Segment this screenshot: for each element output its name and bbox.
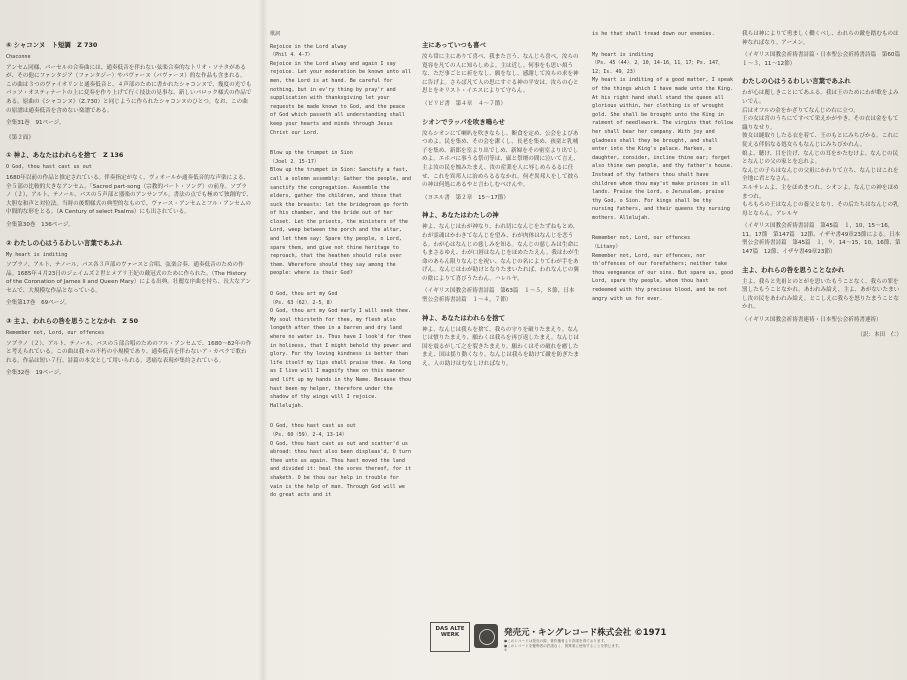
section-body: ソプラノ、アルト、テノール、バス各３声部のヴァースと合唱、弦楽合奏、通奏低音のための作品。1685年４月23日のジェイムズ２世とメアリ王妃の戴冠式のために作られた。（The History of the Coronation of James II and Queen Mary）による出典。壮麗な序曲を持ち、長大なアンセムで、大規模な作品となっている。 — [6, 262, 251, 294]
translation-source: （イギリス国教会祈祷書詩篇 第63篇 １〜５，８節、日本聖公会祈祷書詩篇 １〜４，７節） — [422, 288, 575, 304]
lyric-source: （Joel 2．15-17） — [270, 158, 320, 165]
lyric-title: My heart is inditing — [592, 51, 654, 58]
section-title: ② わたしの心はうるわしい言葉であふれ — [6, 238, 123, 247]
das-alte-werk-logo: DAS ALTE WERK — [430, 622, 470, 652]
section-reference: 全集32巻 19ページ。 — [6, 370, 65, 377]
translation-text: 神よ、なんじは我らを捨て、我らの守りを破りたまえり。なんじは憤りたまえり、願わくは我らを再び返したまえ。なんじは国を震るがして之を裂きたまえり。願わくはその破れを癒したまえ、国は揺り動くなり。なんじは我らを助けて敵を防ぎたまえ。人の助けはむなしければなり。 — [422, 326, 579, 368]
translation-source: （ピリピ書 第４章 ４〜７節） — [422, 100, 506, 107]
japanese-translation-column-2 — [742, 30, 906, 650]
japanese-translation-column — [422, 30, 580, 630]
section-reference: 全集31巻 91ページ。 — [6, 120, 65, 127]
lyric-text: is he that shall tread down our enemies. — [592, 31, 715, 37]
lyric-source: （Ps. 60（59）．2-4，13-14） — [270, 431, 348, 438]
lyric-source: （Phil 4．4-7） — [270, 52, 313, 59]
section-title: ① 神よ、あなたはわれらを捨て Z 136 — [6, 151, 124, 160]
english-lyrics-column — [270, 30, 412, 630]
section-subtitle: Remember not, Lord, our offences — [6, 330, 105, 337]
translation-source: （イギリス国教会祈祷書連祷・日本聖公会祈祷書連祷） — [742, 317, 882, 324]
lyric-text: Rejoice in the Lord alway and again I say rejoice. Let your moderation be known unto all men, the Lord is at hand. Be careful for nothing, but in ev'ry thing by pray'r and supplication with thanksgiving let your requests be made known to God, and the peace of God which passeth all understanding shall keep your hearts and minds through Jesus Christ our Lord. — [270, 60, 412, 136]
translation-source: （イギリス国教会祈祷書詩篇 第45篇 １，10，15〜16，11，17節 第147篇 12節、イザヤ書49章23節による。日本聖公会祈祷書詩篇 第45篇 １，９，14〜15，10，16節、第147篇 12節、イザヤ書49章23節） — [742, 223, 901, 256]
translation-title: 神よ、あなたはわたしの神 — [422, 211, 499, 220]
lyric-text: O God, thou hast cast us out and scatter'd us abroad: thou hast also been displeas'd, O turn thee unto us again. Thou hast moved the land and divided it: heal the sores thereof, for it shaketh. O be thou our help in trouble for vain is the help of man. Through God will we do great acts and it — [270, 440, 412, 499]
page-number: ① — [504, 648, 508, 653]
copyright-note: ●このレコードは発売の際、著作権者より許諾を得ております。 — [504, 639, 608, 643]
translation-text: 我らは神によりて勇ましく働くべし、われらの敵を踏むものは神なればなり。アーメン。 — [742, 31, 899, 46]
page-fold — [258, 0, 268, 680]
section-reference: 全集第30巻 136ページ。 — [6, 221, 74, 228]
side-label: 《第２面》 — [6, 134, 34, 141]
translation-title: 主にあっていつも喜べ — [422, 41, 486, 49]
emblem-icon — [474, 624, 498, 648]
section-reference: 全集第17巻 69ページ。 — [6, 300, 71, 307]
lyric-source: （Ps. 45（44）．2，10，14-16，11，17；Ps. 147，12；Is. 49，23） — [592, 60, 724, 75]
lyric-title: Blow up the trumpet in Sion — [270, 150, 353, 157]
lyric-title: O God, thou art my God — [270, 291, 338, 298]
lyric-text: Remember not, Lord, our offences, nor th'offences of our forefathers; neither take thou vengeance of our sins. But spare us, good Lord, spare thy people, whom thou hast redeemed with thy precious blood, and be not angry with us for ever. — [592, 252, 734, 302]
section-title: ④ シャコンヌ ト短調 Z 730 — [6, 41, 98, 49]
lyric-text: O God, thou art my God early I will seek thee. My soul thirsteth for thee, my flesh also longeth after thee in a barren and dry land where no water is. Thus have I look'd for thee in holiness, that I might behold thy power and glory. For thy loving kindness is better than life itself my lips shall praise thee. As long as I live will I magnify thee on this manner and lift up my hands in thy Name. Because thou hast been my helper, therefore under the shadow of thy wings will I rejoice. Hallelujah. — [270, 308, 412, 409]
lyric-source: （Litany） — [592, 244, 621, 251]
commentary-column — [6, 30, 252, 670]
translation-text: わが心は麗しきことにてあふる。我は王のためにわが歌をよみいでん。 后はオフルの金をかざりてなんじの右に立つ。 王の女は宮のうちにてすべて栄えかがやき、その衣は金をもて織りなせり。 彼女は縫取りしたる衣を着て、王のもとにみちびかる。これに従える伴侶なる処女らもなんじにみちびかれん。 娘よ、聴け、目を注げ、なんじの耳をかたむけよ。なんじの民となんじの父の家とを忘れよ。 なんじの子らはなんじの父祖にかわりて立ち、なんじはこれを全地に君となさん。 エルサレムよ、主をほめまつれ、シオンよ、なんじの神をほめまつれ。 もろもろの王はなんじの養父となり、その后たちはなんじの乳母とならん。アレルヤ — [742, 90, 899, 217]
lyric-title: O God, thou hast cast us out — [270, 423, 356, 430]
translation-text: 汝らシオンにて喇叭を吹きならし、断食を定め、公会をよびあつめよ。民を集め、その会を潔くし、長老を集め、孩童と乳哺子を集め、新郎を室より出でしめ、新婦をその密室より出でしめよ。エホバに事うる祭司等は、廊と祭壇の間に泣いて言え、主よ汝の民を恤みたまえ、汝の産業を人に辱しめらるるに任せ、これを異邦人に治めらるるなかれ。何ぞ異邦人をして彼らの神は何処にあるやと言わしむべけんや。 — [422, 130, 579, 189]
lyric-text: Blow up the trumpet in Sion: Sanctify a fast, call a solemn assembly: Gather the people, and sanctify the congregation. Assemble the elders, gather the children, and those that suck the breasts: let the bridegroom go forth of his chamber, and the bride out of her closet. Let the priests, the ministers of the Lord, weep between the porch and the altar, and let them say: Spare thy people, o Lord, spare them, and give not thine heritage to reproach, that the heathen should rule over them. Wherefore should they say among the people: where is their God? — [270, 167, 412, 277]
lyric-text: My heart is inditing of a good matter, I speak of the things which I have made unto the King. At his right hand shall stand the queen all glorious within, her clothing is of wrought gold. She shall be brought unto the King in raiment of needlework. The virgins that follow her shall bear her company. With joy and gladness shall they be brought, and shall enter into the King's palace. Harken, o daughter, consider, incline thine ear; forget also thine own people, and thy father's house. Instead of thy fathers thou shalt have children whom thou may'st make princes in all lands. Praise the Lord, o Jerusalem, praise thy God, o Sion. For kings shall be thy nursing fathers, and their queens thy nursing mothers. Allelujah. — [592, 77, 734, 221]
section-title: ③ 主よ、われらの咎を思うことなかれ Z 50 — [6, 317, 139, 326]
publisher-footer — [430, 622, 730, 658]
section-body: アンセム同様、パーセルの合奏曲には、通奏低音を伴わない弦楽合奏的なトリオ・ソナタがあるが、その他にファンタジア（ファンタジー）やパヴァーヌ（パヴァーヌ）的な作品も含まれる。 この曲は３つのヴァイオリンと通奏低音と、４声部のために書かれたシャコンヌで、幾度の光でもパッソ・オスティナートの上に変奏を作り上げて行く技法の見事な、新しいバロック様式の作品である。原曲の《シャコンヌ》（Z.730）と同じように作られたシャコンヌのひとつ。なお、この曲の原譜は通奏低音を含めない楽譜である。 — [6, 64, 252, 114]
lyric-title: Rejoice in the Lord alway — [270, 43, 347, 50]
translation-text: 神よ、なんじはわが神なり、われ切になんじをたずねもとめ、わが霊魂はかわきてなんじを望み、わが肉体はなんじを恋うる。わが心はなんじの慈しみを知る。なんじの慈しみは生命にもまさるゆえ、わが口唇はなんじをほめたたえん。我はわが生命のあらん限りなんじを祝い、なんじの名によりてわが手をあげん。なんじはわが助けとなりたまいたれば、われなんじの翼の陰によりて喜びうたわん。ハレルヤ。 — [422, 224, 580, 282]
section-body: 1680年以前の作品と推定されている。伴奏指定がなく、ヴィオールか通奏低音的な声楽による、全５部の比較的大きなアンセム。「Sacred part-song（宗教的パート・ソング）の前身。ソプラノ（２）、アルト、テノール、バスの５声部と器楽のアンサンブル。書法の点でも極めて独創的で、大胆な和声と対位法。当時の後期様式の典型的なもので、ヴァース・アンセムとフル・アンセムの中間的な形をとる。（A Century of select Psalms）にも出されている。 — [6, 174, 252, 216]
translator-credit: （訳：本田 仁） — [857, 331, 902, 338]
english-lyrics-column-2 — [592, 30, 734, 630]
publisher-name: 発売元・キングレコード株式会社 ©1971 — [504, 628, 667, 638]
translation-text: 汝ら常に主にありて喜べ、我また言う、なんじら喜べ。汝らの寛容を凡ての人に知らしめよ。主は近し。何事をも思い煩うな、ただ事ごとに祈をなし、願をなし、感謝して汝らの求を神に告げよ。さらば凡て人の思にすぐる神の平安は、汝らの心と思とをキリスト・イエスによりて守らん。 — [422, 54, 579, 95]
copyright-notes — [504, 639, 724, 653]
lyric-title: Remember not, Lord, our offences — [592, 235, 691, 242]
translation-source: （ヨエル書 第２章 15〜17節） — [422, 194, 509, 201]
translation-text: 主よ、我らと先祖とのとがを思いたもうことなく、我らの罪を罰したもうことなかれ。あわれみ給え、主よ、あがないたまいし汝の民をあわれみ給え。とこしえに我らを怒りたまうことなかれ。 — [742, 278, 900, 311]
copyright-note: ●このレコードを権利者の許諾なく、賃貸業に使用することを禁じます。 — [504, 643, 622, 648]
lyric-source: （Ps. 63（62）．2-5，8） — [270, 299, 335, 306]
translation-source: （イギリス国教会祈祷書詩篇・日本聖公会祈祷書詩篇 第60篇 １〜３，11〜12節） — [742, 52, 906, 67]
translation-title: 神よ、あなたはわれらを捨て — [422, 313, 506, 322]
section-subtitle: My heart is inditing — [6, 251, 68, 258]
translation-title: 主よ、われらの咎を思うことなかれ — [742, 265, 845, 274]
translation-title: シオンでラッパを吹き鳴らせ — [422, 117, 505, 126]
section-subtitle: O God, thou hast cast us out — [6, 164, 92, 171]
lyrics-label: 歌詞 — [270, 31, 281, 37]
section-subtitle: Chaconne — [6, 54, 31, 60]
translation-title: わたしの心はうるわしい言葉であふれ — [742, 77, 851, 86]
section-body: ソプラノ（２）、アルト、テノール、バスの５部合唱のためのフル・アンセムで、1680〜82年の作と考えられている。この曲は我々の不朽の小規模であり、通奏低音を伴わないア・カペラで歌われる。作品は短い７行、詩篇の本文として用いられる。悲痛な表現が集約されている。 — [6, 340, 252, 364]
